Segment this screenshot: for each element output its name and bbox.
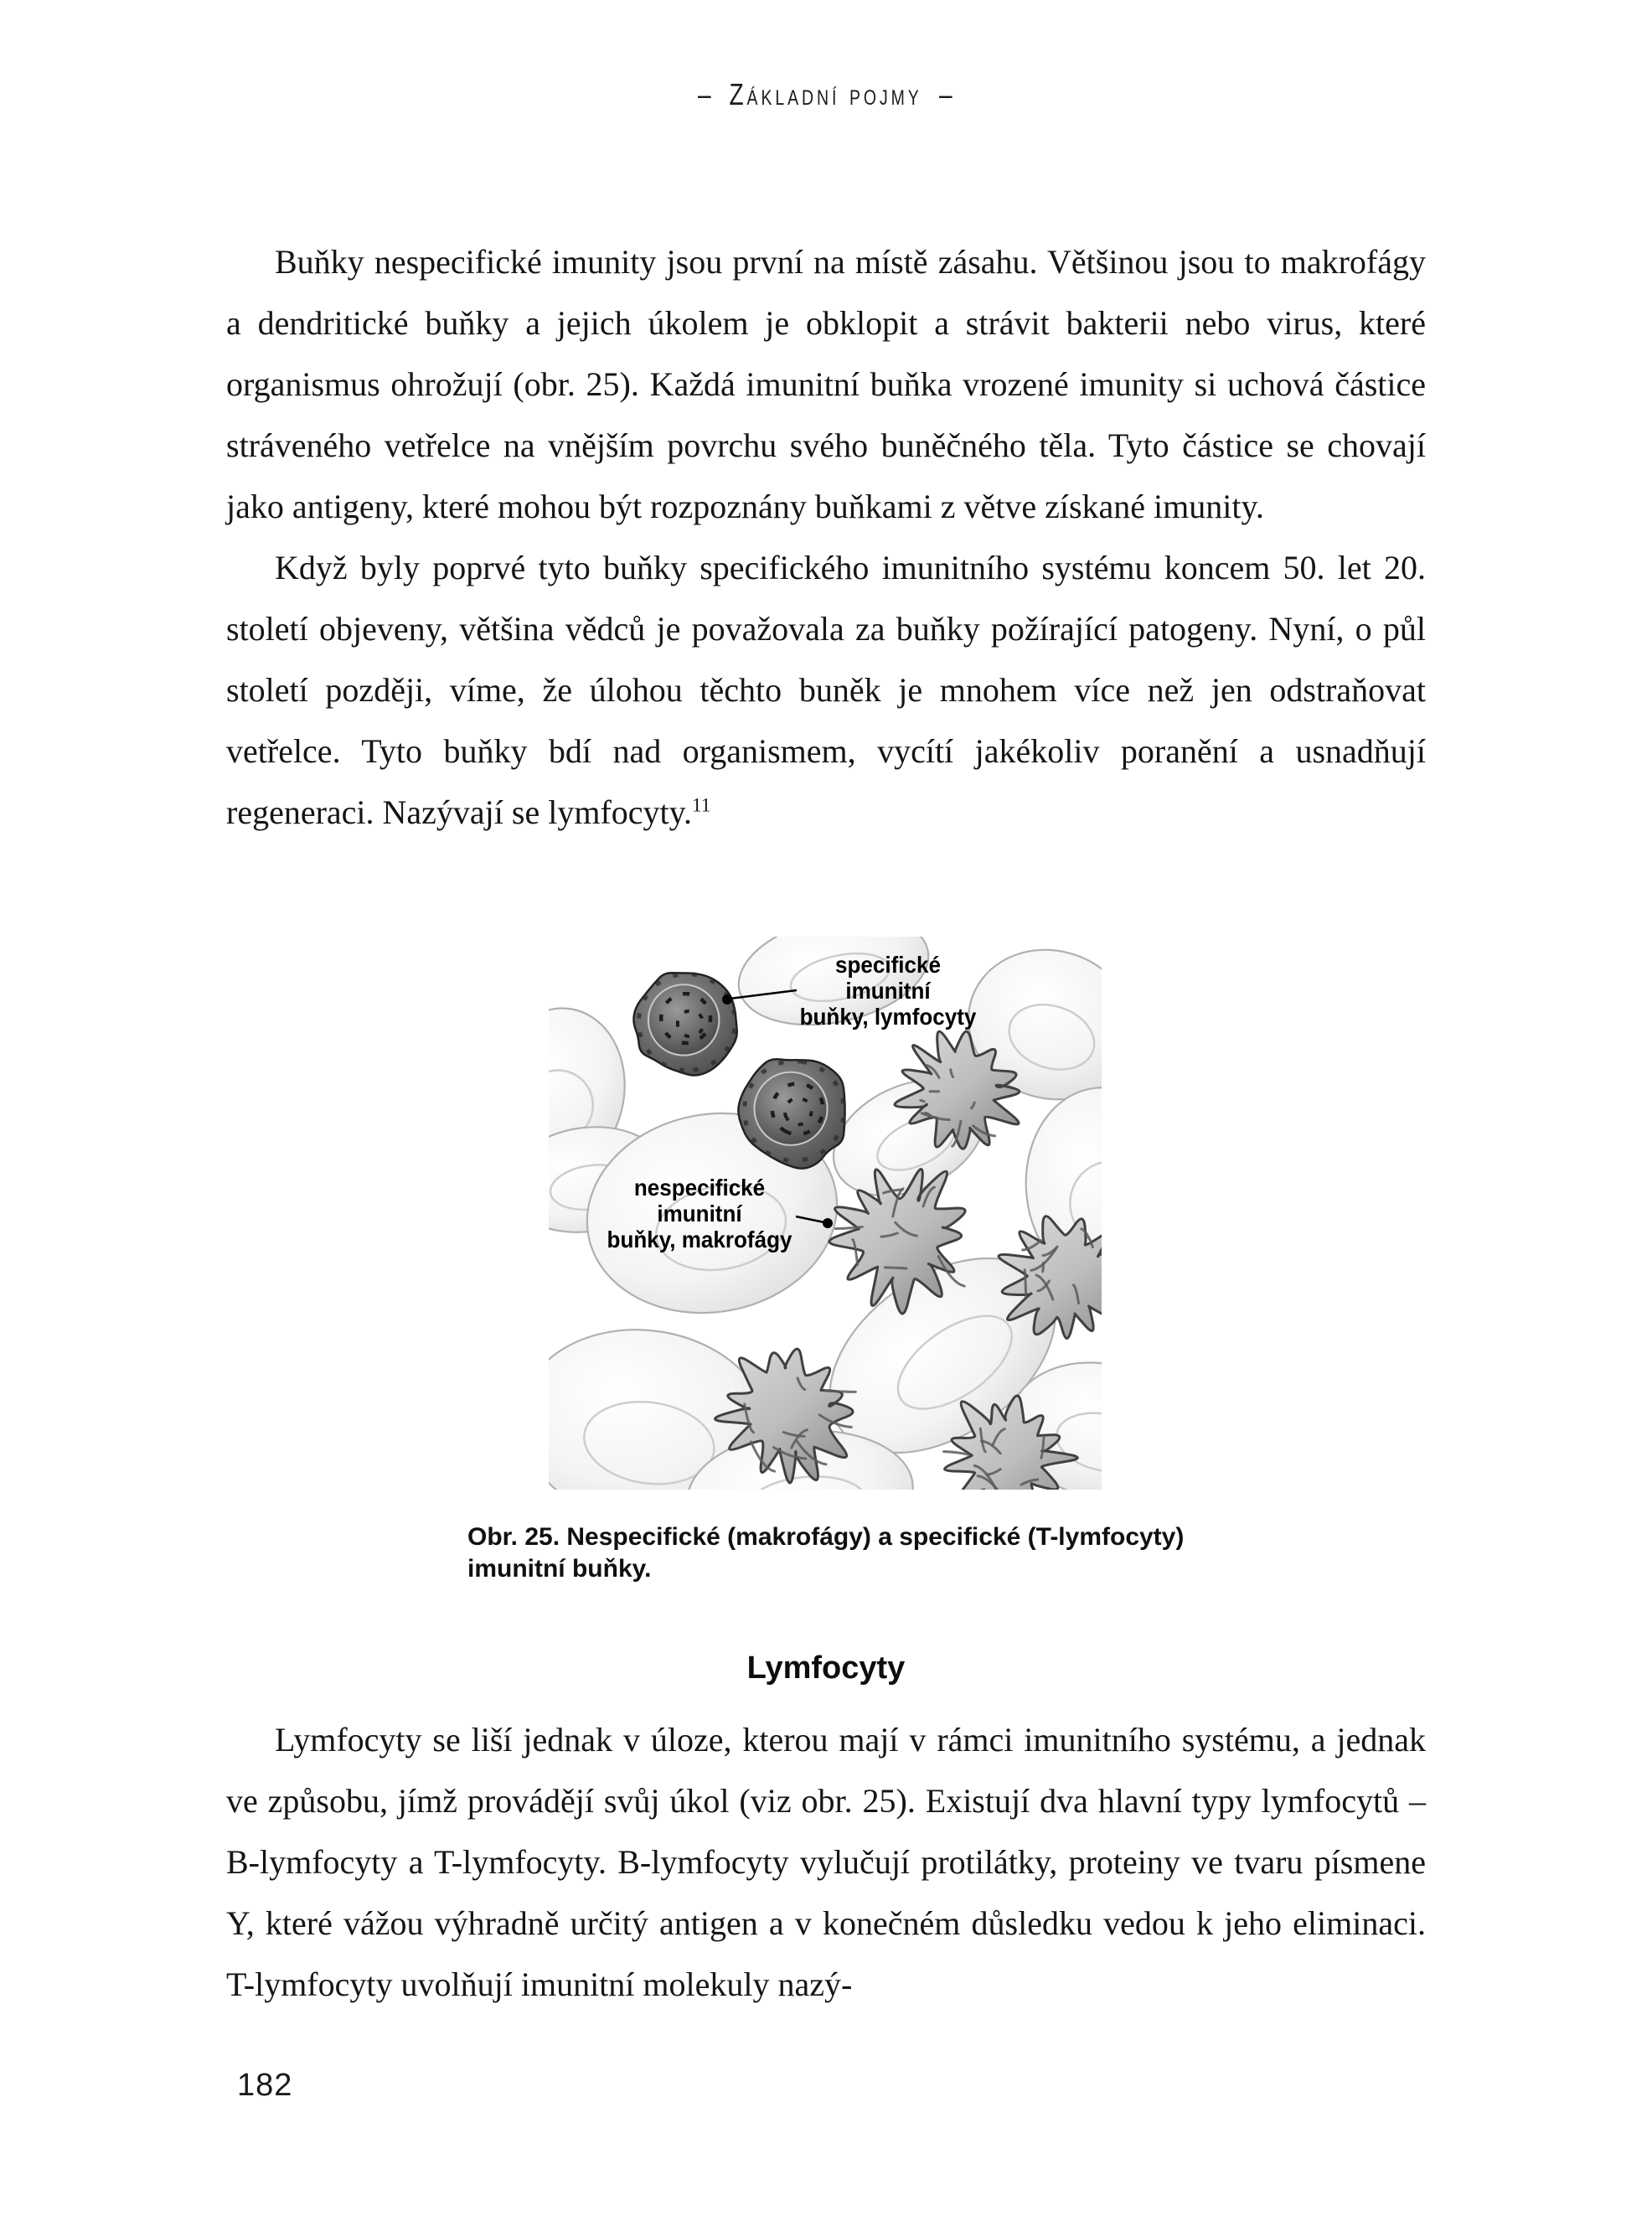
paragraph-text: Když byly poprvé tyto buňky specifického imunitního systému koncem 50. let 20. století objeveny, většina vědců je považovala za buňky požírající patogeny. Nyní, o půl století později, víme, že úlohou těchto buněk je mnohem více než jen odstraňovat vetřelce. Tyto buňky bdí nad organismem, vycítí jakékoliv poranění a usnadňují regeneraci. Nazývají se lymfocyty. <box>226 549 1426 831</box>
figure-label-lymphocytes <box>791 952 986 1030</box>
figure-label-line: specifické imunitní <box>835 952 941 1004</box>
body-text-upper <box>226 231 1426 843</box>
figure-caption: Obr. 25. Nespecifické (makrofágy) a specifické (T-lymfocyty) imunitní buňky. <box>467 1523 1185 1583</box>
running-head-title: Základní pojmy <box>729 77 923 111</box>
section-heading: Lymfocyty <box>746 1650 906 1686</box>
footnote-reference: 11 <box>692 794 711 817</box>
figure-label-line: buňky, lymfocyty <box>799 1004 977 1030</box>
running-head <box>0 77 1652 112</box>
paragraph <box>226 537 1426 843</box>
body-text-lower <box>226 1709 1426 2015</box>
figure-label-line: nespecifické imunitní <box>633 1175 766 1227</box>
figure-label-line: buňky, makrofágy <box>607 1227 792 1252</box>
figure-label-macrophages <box>598 1175 801 1252</box>
running-head-dash-left: – <box>698 77 713 111</box>
figure-illustration <box>549 937 1102 1490</box>
lymphocyte-cell <box>633 971 737 1075</box>
paragraph: Buňky nespecifické imunity jsou první na místě zásahu. Většinou jsou to makrofágy a dendritické buňky a jejich úkolem je obklopit a strávit bakterii nebo virus, které organismus ohrožují (obr. 25). Každá imunitní buňka vrozené imunity si uchová částice stráveného vetřelce na vnějším povrchu svého buněčného těla. Tyto částice se chovají jako antigeny, které mohou být rozpoznány buňkami z větve získané imunity. <box>226 243 1426 525</box>
running-head-dash-right: – <box>939 77 954 111</box>
page-number: 182 <box>237 2068 293 2103</box>
paragraph: Lymfocyty se liší jednak v úloze, kterou mají v rámci imunitního systému, a jednak ve způsobu, jímž provádějí svůj úkol (viz obr. 25). Existují dva hlavní typy lymfocytů – B-lymfocyty a T-lymfocyty. B-lymfocyty vylučují protilátky, proteiny ve tvaru písmene Y, které vážou výhradně určitý antigen a v konečném důsledku vedou k jeho eliminaci. T-lymfocyty uvolňují imunitní molekuly nazý- <box>226 1721 1426 2003</box>
